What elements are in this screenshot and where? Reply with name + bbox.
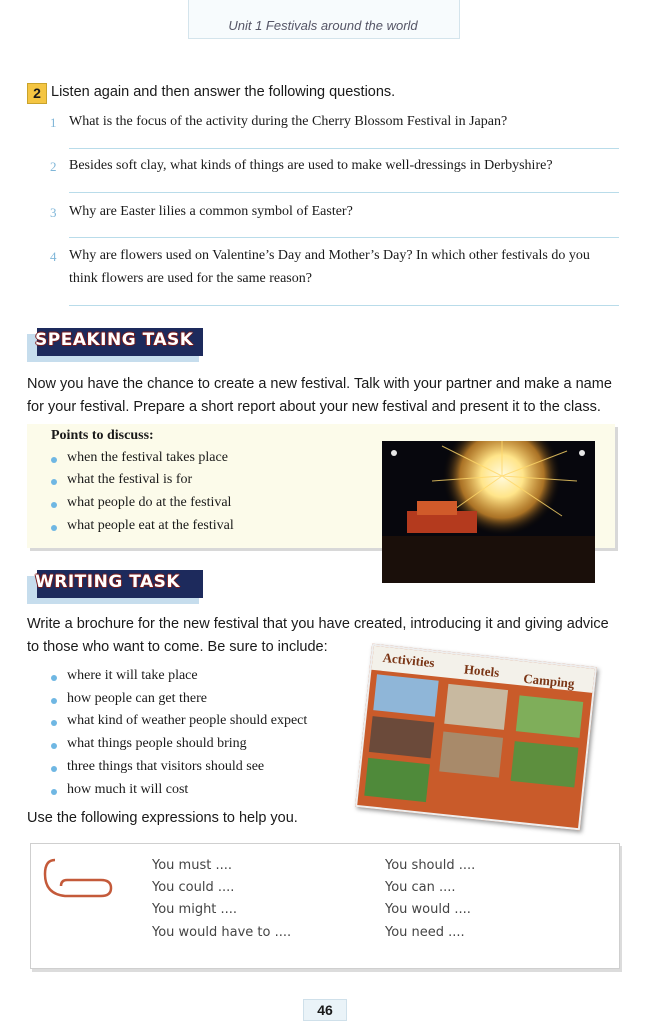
list-item: what the festival is for (51, 472, 192, 488)
bullet-icon (51, 789, 57, 795)
page-number: 46 (303, 999, 347, 1021)
brochure-picture (355, 644, 597, 831)
question-text: Besides soft clay, what kinds of things are used to make well-dressings in Derbyshire? (69, 158, 553, 173)
brochure-photo (444, 684, 508, 730)
list-item: how people can get there (51, 691, 207, 707)
expression: You need .... (385, 925, 465, 940)
bullet-icon (51, 525, 57, 531)
question-text: What is the focus of the activity during the Cherry Blossom Festival in Japan? (69, 114, 508, 129)
bullet-icon (51, 479, 57, 485)
list-item: where it will take place (51, 668, 198, 684)
expression: You would .... (385, 902, 471, 917)
speaking-task-banner (27, 328, 207, 362)
list-item: what things people should bring (51, 736, 247, 752)
expression: You would have to .... (152, 925, 292, 940)
points-title: Points to discuss: (51, 428, 154, 443)
writing-task-title: WRITING TASK (35, 572, 181, 592)
question-number: 1 (50, 115, 57, 130)
writing-paragraph-line: to those who want to come. Be sure to include: (27, 639, 328, 655)
list-item: when the festival takes place (51, 450, 228, 466)
speaking-paragraph-line: for your festival. Prepare a short report about your new festival and present it to the class. (27, 399, 601, 415)
expressions-intro: Use the following expressions to help you. (27, 810, 298, 826)
exercise-number: 2 (27, 83, 47, 104)
list-item: what people eat at the festival (51, 518, 234, 534)
question-number: 2 (50, 159, 57, 174)
expression: You should .... (385, 858, 476, 873)
bullet-icon (51, 698, 57, 704)
bullet-icon (51, 720, 57, 726)
expression: You must .... (152, 858, 232, 873)
brochure-label-activities: Activities (382, 649, 436, 671)
answer-line[interactable] (69, 148, 619, 149)
fireworks-image (382, 441, 595, 583)
writing-items-list (51, 668, 351, 808)
question-text: Why are Easter lilies a common symbol of Easter? (69, 204, 353, 219)
writing-task-banner (27, 570, 207, 604)
expression: You might .... (152, 902, 238, 917)
speaking-task-title: SPEAKING TASK (35, 330, 194, 350)
exercise-instruction: Listen again and then answer the following questions. (51, 84, 396, 100)
list-item: how much it will cost (51, 782, 188, 798)
brochure-photo (373, 674, 438, 716)
expressions-box (30, 843, 620, 969)
bullet-icon (51, 675, 57, 681)
bullet-icon (51, 457, 57, 463)
points-list (51, 450, 371, 540)
question-number: 3 (50, 205, 57, 220)
brochure-label-camping: Camping (522, 670, 576, 691)
fireworks-photo (382, 441, 595, 583)
bullet-icon (51, 502, 57, 508)
unit-title: Unit 1 Festivals around the world (228, 18, 418, 33)
list-item: three things that visitors should see (51, 759, 264, 775)
brochure-photo (369, 716, 434, 758)
answer-line[interactable] (69, 192, 619, 193)
bullet-icon (51, 766, 57, 772)
brochure-photo (439, 732, 503, 778)
brochure-photo (511, 741, 579, 787)
brochure-photo (516, 695, 583, 737)
writing-paragraph-line: Write a brochure for the new festival that you have created, introducing it and giving advice (27, 616, 609, 632)
answer-line[interactable] (69, 237, 619, 238)
brochure-label-hotels: Hotels (463, 661, 501, 681)
bullet-icon (51, 743, 57, 749)
question-number: 4 (50, 249, 57, 264)
list-item: what kind of weather people should expect (51, 713, 307, 729)
question-text-continued: think flowers are used for the same reason? (69, 271, 312, 286)
list-item: what people do at the festival (51, 495, 231, 511)
speaking-paragraph-line: Now you have the chance to create a new festival. Talk with your partner and make a name (27, 376, 612, 392)
question-text: Why are flowers used on Valentine’s Day and Mother’s Day? In which other festivals do you (69, 248, 590, 263)
answer-line[interactable] (69, 305, 619, 306)
expression: You could .... (152, 880, 235, 895)
expression: You can .... (385, 880, 456, 895)
brochure-photo (364, 758, 430, 802)
paperclip-icon (37, 854, 117, 914)
